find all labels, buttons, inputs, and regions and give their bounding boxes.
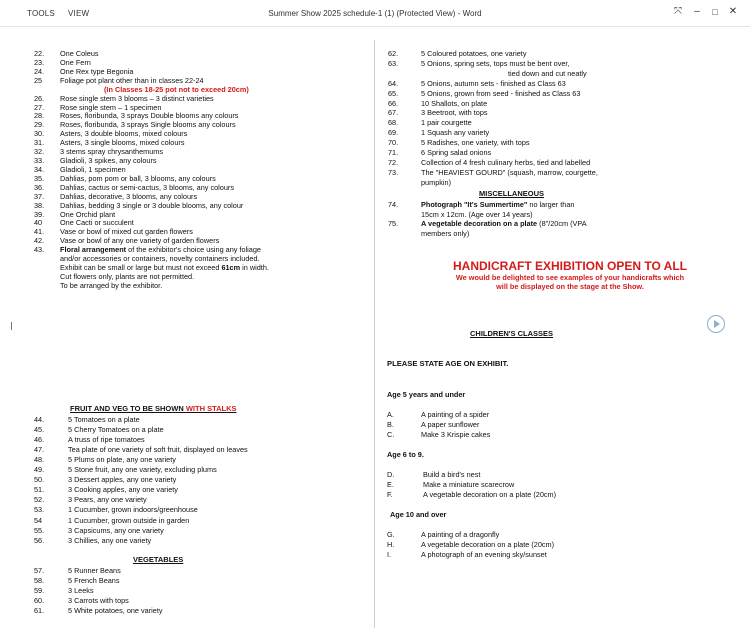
maximize-icon[interactable]: □ [712, 7, 718, 17]
item-text: Asters, 3 double blooms, mixed colours [60, 129, 188, 139]
item-text: Roses, floribunda, 3 sprays Double blooms any colours [60, 111, 239, 121]
item-number: 71. [388, 148, 399, 157]
age-group-title: Age 6 to 9. [387, 450, 424, 459]
item-text: The "HEAVIEST GOURD" (squash, marrow, courgette, [421, 167, 598, 177]
item-text: 1 Cucumber, grown outside in garden [68, 515, 190, 525]
fullscreen-icon[interactable]: ⤧ [674, 6, 682, 17]
item-number: 34. [34, 164, 45, 174]
next-page-icon[interactable] [707, 315, 725, 333]
item-text: One Orchid plant [60, 209, 116, 219]
handicraft-line-1: We would be delighted to see examples of your handicrafts which [455, 273, 685, 282]
item-number: 59. [34, 586, 45, 596]
item-number: 23. [34, 57, 45, 67]
item-number: 33. [34, 156, 45, 166]
item-letter: A. [387, 410, 394, 419]
item-letter: D. [387, 470, 395, 479]
item-text: Exhibit can be small or large but must not exceed [60, 263, 222, 273]
item-letter: F. [387, 490, 393, 499]
item-text [421, 200, 574, 209]
item-letter: B. [387, 420, 394, 429]
list-item-continuation [60, 272, 194, 281]
item-text: One Coleus [60, 49, 99, 58]
item-number: 68. [388, 118, 399, 128]
item-text: 5 Onions, spring sets, tops must be bent over, [421, 58, 570, 68]
minimize-icon[interactable]: – [694, 6, 700, 17]
vegetables-heading: VEGETABLES [133, 555, 184, 564]
item-text: Foliage pot plant other than in classes 22-24 [60, 75, 204, 85]
item-text: 5 Tomatoes on a plate [68, 415, 140, 424]
item-number: 48. [34, 455, 45, 465]
item-number: 65. [388, 88, 399, 98]
item-number: 35. [34, 173, 45, 183]
item-letter: H. [387, 540, 395, 549]
item-number: 75. [388, 219, 399, 228]
item-number: 27. [34, 102, 45, 112]
item-text: Make 3 Krispie cakes [421, 430, 491, 439]
floral-arrangement-label: Floral arrangement [60, 245, 127, 255]
item-number: 41. [34, 227, 45, 237]
item-text [421, 219, 587, 228]
heading-text: FRUIT AND VEG TO BE SHOWN [70, 404, 186, 413]
handicraft-heading: HANDICRAFT EXHIBITION OPEN TO ALL [453, 259, 687, 273]
item-number: 54 [34, 515, 43, 525]
item-text: 3 Cooking apples, any one variety [68, 485, 178, 495]
item-number: 37. [34, 191, 45, 201]
item-text: A painting of a dragonfly [421, 530, 500, 539]
item-text: A painting of a spider [421, 410, 490, 419]
item-text: 5 Cherry Tomatoes on a plate [68, 425, 164, 435]
item-text: 3 Pears, any one variety [68, 495, 147, 505]
item-number: 26. [34, 93, 45, 103]
item-text: To be arranged by the exhibitor. [60, 280, 163, 290]
item-number: 45. [34, 425, 45, 435]
item-rest: no larger than [527, 200, 575, 209]
item-number: 72. [388, 157, 399, 167]
item-text: 3 Dessert apples, any one variety [68, 475, 177, 485]
item-number: 74. [388, 200, 399, 209]
state-age-note: PLEASE STATE AGE ON EXHIBIT. [387, 359, 509, 368]
item-text: 5 Radishes, one variety, with tops [421, 138, 530, 148]
item-number: 61. [34, 606, 45, 616]
item-text: A vegetable decoration on a plate (20cm) [421, 540, 555, 549]
item-number: 24. [34, 66, 45, 76]
item-text [60, 245, 261, 254]
item-number: 66. [388, 98, 399, 108]
item-text: Gladioli, 3 spikes, any colours [60, 156, 157, 166]
item-text: 3 Beetroot, with tops [421, 108, 488, 118]
item-number: 63. [388, 58, 399, 68]
item-number: 40 [34, 218, 43, 228]
item-text: Roses, floribunda, 3 sprays Single blooms any colours [60, 120, 236, 130]
menu-tools[interactable]: TOOLS [27, 9, 55, 18]
handicraft-line-2: will be displayed on the stage at the Show. [496, 282, 644, 291]
item-text: 1 Cucumber, grown indoors/greenhouse [68, 505, 198, 515]
miscellaneous-heading: MISCELLANEOUS [479, 189, 545, 198]
item-number: 60. [34, 596, 45, 606]
list-item-continuation [60, 281, 162, 290]
heading-text-red: WITH STALKS [185, 404, 237, 413]
item-text: 5 Onions, autumn sets - finished as Class 63 [421, 78, 566, 88]
item-text: 6 Spring salad onions [421, 148, 492, 157]
item-number: 49. [34, 465, 45, 475]
list-item-continuation [60, 254, 260, 263]
item-rest: (8"/20cm (VPA [537, 219, 587, 228]
item-text: Vase or bowl of any one variety of garden flowers [60, 236, 220, 246]
item-text: One Fern [60, 57, 91, 67]
item-number: 46. [34, 435, 45, 445]
item-number: 31. [34, 138, 45, 148]
item-number: 73. [388, 167, 399, 177]
item-text: 10 Shallots, on plate [421, 98, 488, 108]
item-number: 38. [34, 200, 45, 210]
list-item-continuation: members only) [421, 229, 470, 238]
list-item-continuation [60, 263, 269, 272]
list-item-continuation: 15cm x 12cm. (Age over 14 years) [421, 210, 533, 219]
page-margin-marker [11, 322, 12, 330]
age-group-title: Age 10 and over [390, 510, 447, 519]
item-number: 36. [34, 182, 45, 192]
item-text: Gladioli, 1 specimen [60, 164, 126, 174]
item-text: A paper sunflower [421, 420, 480, 429]
item-number: 62. [388, 49, 399, 58]
item-text: Cut flowers only, plants are not permitted. [60, 272, 195, 281]
item-text: 5 Runner Beans [68, 566, 121, 575]
item-number: 53. [34, 505, 45, 515]
item-number: 25 [34, 75, 43, 85]
item-number: 56. [34, 535, 45, 545]
item-text: pumpkin) [421, 177, 452, 187]
item-number: 39. [34, 209, 45, 219]
item-text: A truss of ripe tomatoes [68, 435, 145, 445]
item-text: Dahlias, bedding 3 single or 3 double blooms, any colour [60, 200, 244, 210]
item-number: 42. [34, 236, 45, 246]
item-letter: E. [387, 480, 394, 489]
item-letter: C. [387, 430, 395, 439]
item-text: Dahlias, cactus or semi-cactus, 3 blooms, any colours [60, 182, 234, 192]
item-text: and/or accessories or containers, novelty containers included. [60, 254, 260, 264]
item-text: 5 French Beans [68, 576, 120, 586]
page-divider [374, 40, 375, 628]
item-number: 47. [34, 445, 45, 455]
item-text: 5 White potatoes, one variety [68, 606, 163, 616]
item-text: 1 pair courgette [421, 118, 472, 128]
item-number: 43. [34, 245, 45, 255]
item-text: Make a miniature scarecrow [423, 480, 515, 489]
item-text: 3 Carrots with tops [68, 596, 129, 606]
item-number: 28. [34, 111, 45, 121]
item-number: 32. [34, 147, 45, 157]
item-text: Dahlias, pom pom or ball, 3 blooms, any colours [60, 173, 216, 183]
item-letter: I. [387, 550, 392, 559]
item-number: 58. [34, 576, 45, 586]
item-letter: G. [387, 530, 395, 539]
item-text: 3 stems spray chrysanthemums [60, 147, 164, 157]
item-text: Asters, 3 single blooms, mixed colours [60, 138, 185, 148]
item-text: Collection of 4 fresh culinary herbs, tied and labelled [421, 157, 591, 167]
item-number: 30. [34, 129, 45, 139]
item-text: Vase or bowl of mixed cut garden flowers [60, 227, 193, 237]
item-text: Build a bird's nest [423, 470, 481, 479]
fruit-veg-heading [70, 404, 237, 413]
item-number: 64. [388, 78, 399, 88]
item-number: 22. [34, 49, 45, 58]
item-text: A photograph of an evening sky/sunset [421, 550, 547, 559]
item-number: 50. [34, 475, 45, 485]
item-text: Dahlias, decorative, 3 blooms, any colours [60, 191, 198, 201]
item-text: One Cacti or succulent [60, 218, 134, 228]
item-text: Rose single stem 3 blooms – 3 distinct varieties [60, 93, 214, 103]
item-number: 57. [34, 566, 45, 575]
item-text: 5 Onions, grown from seed - finished as Class 63 [421, 88, 581, 98]
width-limit: 61cm [221, 263, 241, 273]
childrens-classes-heading: CHILDREN'S CLASSES [470, 329, 554, 338]
item-bold: A vegetable decoration on a plate [421, 219, 538, 228]
item-bold: Photograph "It's Summertime" [421, 200, 528, 209]
item-text: Tea plate of one variety of soft fruit, displayed on leaves [68, 445, 248, 455]
item-text: 1 Squash any variety [421, 128, 490, 138]
item-text: One Rex type Begonia [60, 66, 134, 76]
item-text: A vegetable decoration on a plate (20cm) [423, 490, 557, 499]
item-text: 3 Chillies, any one variety [68, 535, 152, 545]
window-title: Summer Show 2025 schedule-1 (1) (Protected View) - Word [268, 9, 482, 18]
item-number: 52. [34, 495, 45, 505]
width-limit-suffix: in width. [240, 263, 269, 273]
close-icon[interactable]: ✕ [728, 6, 738, 17]
item-text: 3 Capsicums, any one variety [68, 525, 164, 535]
item-number: 51. [34, 485, 45, 495]
item-text-rest: of the exhibitor's choice using any foliage [126, 245, 261, 255]
item-number: 29. [34, 120, 45, 130]
item-number: 55. [34, 525, 45, 535]
item-text: 3 Leeks [68, 586, 94, 596]
pot-size-note: (In Classes 18-25 pot not to exceed 20cm) [104, 84, 249, 94]
item-text: 5 Coloured potatoes, one variety [421, 49, 527, 58]
item-number: 44. [34, 415, 45, 424]
item-number: 67. [388, 108, 399, 118]
item-text: 5 Plums on plate, any one variety [68, 455, 176, 465]
title-bar [0, 0, 750, 27]
item-text: tied down and cut neatly [508, 68, 587, 78]
menu-view[interactable]: VIEW [68, 9, 90, 18]
item-text: 5 Stone fruit, any one variety, excluding plums [68, 465, 217, 475]
age-group-title: Age 5 years and under [387, 390, 466, 399]
item-number: 70. [388, 138, 399, 148]
item-text: Rose single stem – 1 specimen [60, 102, 162, 112]
item-number: 69. [388, 128, 399, 138]
